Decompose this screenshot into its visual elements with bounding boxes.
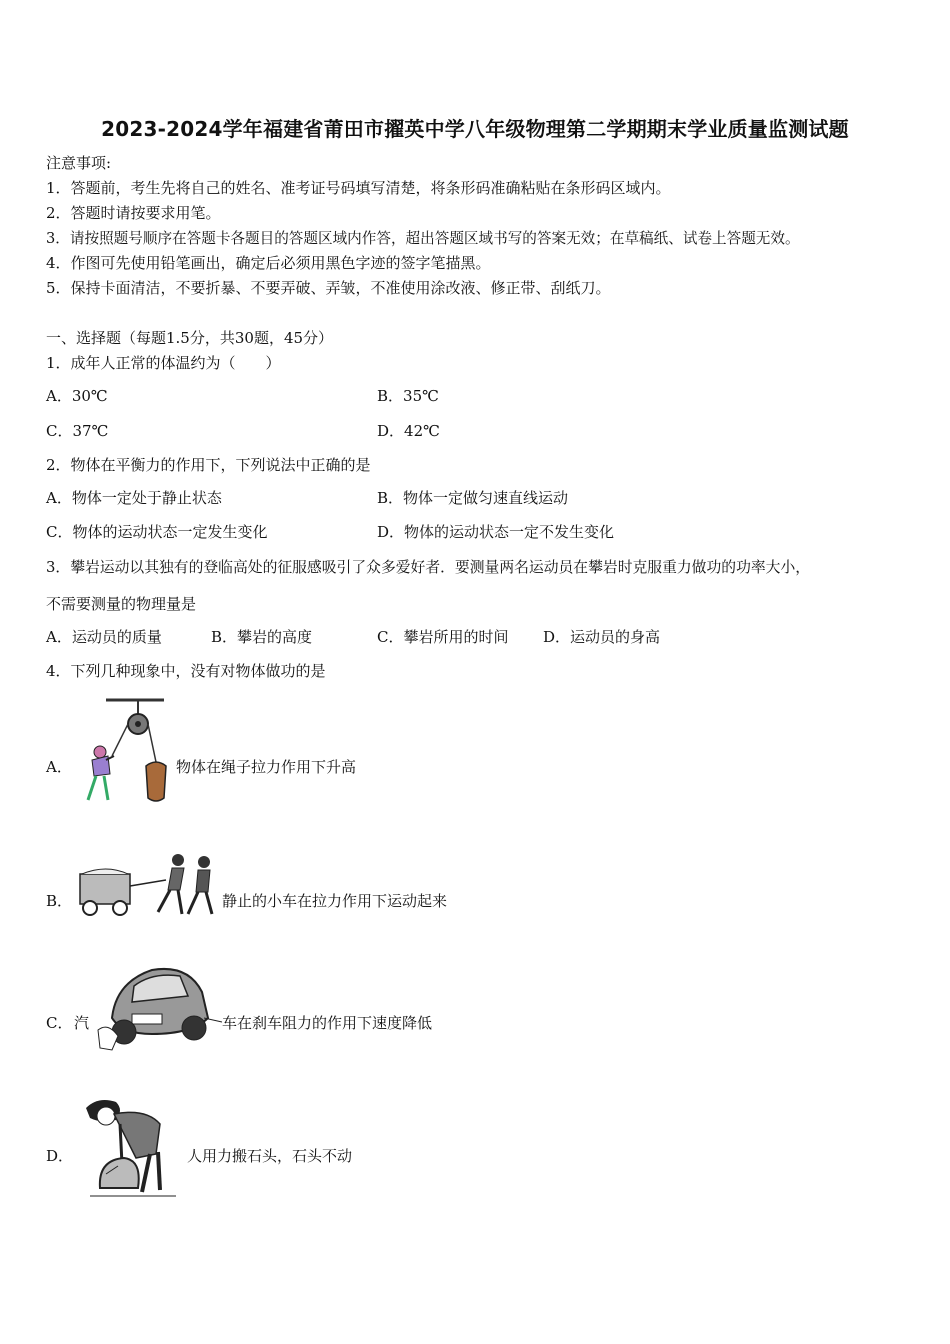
pulley-lifting-figure <box>76 694 170 810</box>
q4-option-a-text: 物体在绳子拉力作用下升高 <box>176 758 357 776</box>
note-item-1: 1．答题前，考生先将自己的姓名、准考证号码填写清楚，将条形码准确粘贴在条形码区域内。 <box>46 179 671 197</box>
braking-car-figure <box>92 962 224 1058</box>
q4-option-d-text: 人用力搬石头，石头不动 <box>187 1147 353 1165</box>
q3-stem-line1: 3．攀岩运动以其独有的登临高处的征服感吸引了众多爱好者．要测量两名运动员在攀岩时克服重力做功的功率大小， <box>46 559 811 576</box>
q2-option-b: B．物体一定做匀速直线运动 <box>377 489 569 507</box>
q3-option-d: D．运动员的身高 <box>543 628 661 646</box>
q4-option-a-label: A． <box>46 758 72 776</box>
q4-option-b-label: B． <box>46 892 73 910</box>
q3-option-c: C．攀岩所用的时间 <box>377 628 509 646</box>
q4-option-d-label: D． <box>46 1147 74 1165</box>
q3-option-b: B．攀岩的高度 <box>211 628 313 646</box>
q2-option-a: A．物体一定处于静止状态 <box>46 489 222 507</box>
note-item-4: 4．作图可先使用铅笔画出，确定后必须用黑色字迹的签字笔描黑。 <box>46 254 491 272</box>
q4-option-c-prefix: 汽 <box>74 1014 90 1032</box>
lifting-stone-figure <box>76 1094 186 1204</box>
q4-option-c-text: 车在刹车阻力的作用下速度降低 <box>222 1014 433 1032</box>
q3-stem-line2: 不需要测量的物理量是 <box>46 595 197 613</box>
q1-option-b: B．35℃ <box>377 387 439 405</box>
q1-option-c: C．37℃ <box>46 422 109 440</box>
notes-heading: 注意事项: <box>46 154 112 172</box>
q4-option-b-text: 静止的小车在拉力作用下运动起来 <box>222 892 448 910</box>
page-title: 2023-2024学年福建省莆田市擢英中学八年级物理第二学期期末学业质量监测试题 <box>101 117 849 141</box>
note-item-5: 5．保持卡面清洁，不要折暴、不要弄破、弄皱，不准使用涂改液、修正带、刮纸刀。 <box>46 279 611 297</box>
note-item-3: 3．请按照题号顺序在答题卡各题目的答题区域内作答，超出答题区域书写的答案无效；在草稿纸、试卷上答题无效。 <box>46 230 800 247</box>
q3-option-a: A．运动员的质量 <box>46 628 162 646</box>
pulling-cart-figure <box>76 850 222 922</box>
q2-option-c: C．物体的运动状态一定发生变化 <box>46 523 268 541</box>
q4-stem: 4．下列几种现象中，没有对物体做功的是 <box>46 662 326 680</box>
q4-option-c-label: C． <box>46 1014 73 1032</box>
note-item-2: 2．答题时请按要求用笔。 <box>46 204 221 222</box>
q1-option-a: A．30℃ <box>46 387 108 405</box>
q1-stem: 1．成年人正常的体温约为（ ） <box>46 354 281 372</box>
q2-option-d: D．物体的运动状态一定不发生变化 <box>377 523 615 541</box>
q1-option-d: D．42℃ <box>377 422 440 440</box>
section-heading: 一、选择题（每题1.5分，共30题，45分） <box>46 329 334 347</box>
q2-stem: 2．物体在平衡力的作用下，下列说法中正确的是 <box>46 456 371 474</box>
